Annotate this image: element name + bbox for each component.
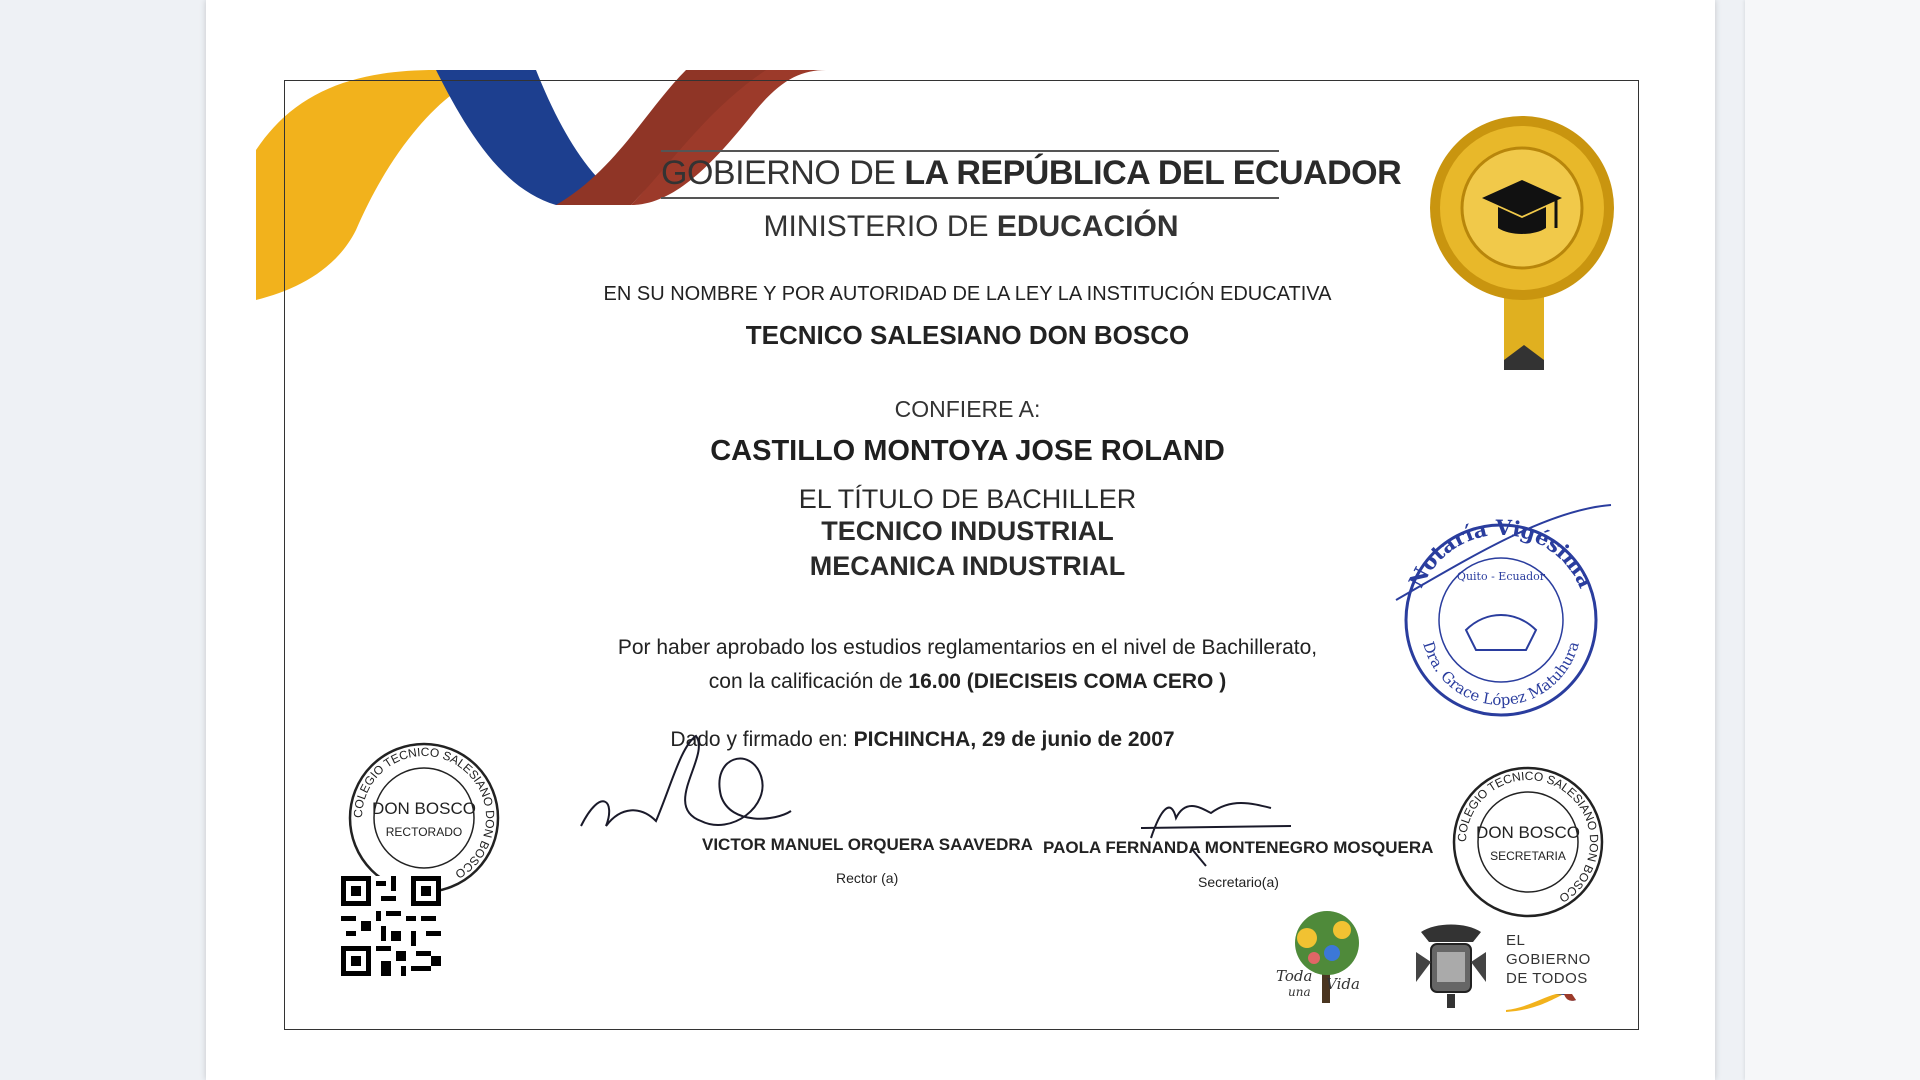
toda-word: Toda xyxy=(1276,967,1313,985)
qr-code-icon xyxy=(341,876,441,976)
graduation-medal-icon xyxy=(1424,110,1619,370)
degree-title: EL TÍTULO DE BACHILLER xyxy=(798,484,1137,514)
gobierno-flag-swoosh xyxy=(1506,990,1576,1012)
gobierno-logo-line2: GOBIERNO xyxy=(1506,951,1591,968)
gobierno-logo-line1: EL xyxy=(1506,932,1526,949)
svg-text:Notaría Vigésima: Notaría Vigésima xyxy=(1403,514,1599,592)
side-panel xyxy=(1745,0,1920,1080)
recipient-name: CASTILLO MONTOYA JOSE ROLAND xyxy=(710,435,1225,467)
secretary-name: PAOLA FERNANDA MONTENEGRO MOSQUERA xyxy=(1043,838,1434,857)
coat-of-arms-icon xyxy=(1411,922,1491,1012)
svg-text:DON BOSCO: DON BOSCO xyxy=(372,799,476,818)
certificate-page xyxy=(206,0,1715,1080)
rector-name: VICTOR MANUEL ORQUERA SAAVEDRA xyxy=(702,835,1033,854)
svg-text:COLEGIO TECNICO SALESIANO DON: COLEGIO TECNICO SALESIANO DON BOSCO xyxy=(1454,768,1602,906)
vida-word: Vida xyxy=(1326,975,1360,993)
authority-line: EN SU NOMBRE Y POR AUTORIDAD DE LA LEY LA INSTITUCIÓN EDUCATIVA xyxy=(603,283,1332,305)
svg-text:DON BOSCO: DON BOSCO xyxy=(1476,823,1580,842)
degree-mention: MECANICA INDUSTRIAL xyxy=(809,551,1126,581)
degree-specialty: TECNICO INDUSTRIAL xyxy=(821,516,1114,546)
rectorado-stamp xyxy=(344,738,504,898)
svg-text:RECTORADO: RECTORADO xyxy=(385,825,463,839)
secretaria-stamp xyxy=(1448,762,1608,922)
gobierno-logo-line3: DE TODOS xyxy=(1506,970,1588,987)
rector-role: Rector (a) xyxy=(836,870,899,886)
notary-stamp xyxy=(1386,500,1616,730)
government-header: GOBIERNO DE LA REPÚBLICA DEL ECUADOR xyxy=(661,150,1279,199)
ministry-header: MINISTERIO DE EDUCACIÓN xyxy=(763,210,1179,243)
institution-name: TECNICO SALESIANO DON BOSCO xyxy=(745,320,1190,350)
grade-statement: con la calificación de 16.00 (DIECISEIS COMA CERO ) xyxy=(708,670,1227,693)
studies-statement: Por haber aprobado los estudios reglamentarios en el nivel de Bachillerato, xyxy=(617,636,1318,659)
rector-signature xyxy=(561,726,801,846)
svg-text:Dra. Grace López Matuhura: Dra. Grace López Matuhura xyxy=(1419,639,1583,710)
issued-statement: Dado y firmado en: PICHINCHA, 29 de junio de 2007 xyxy=(670,728,1175,751)
svg-text:Quito - Ecuador: Quito - Ecuador xyxy=(1456,570,1546,583)
una-word: una xyxy=(1288,985,1311,999)
svg-text:COLEGIO TECNICO SALESIANO DON: COLEGIO TECNICO SALESIANO DON BOSCO xyxy=(350,744,498,882)
secretary-role: Secretario(a) xyxy=(1198,874,1279,890)
svg-text:SECRETARIA: SECRETARIA xyxy=(1490,849,1566,863)
confers-label: CONFIERE A: xyxy=(894,396,1041,422)
